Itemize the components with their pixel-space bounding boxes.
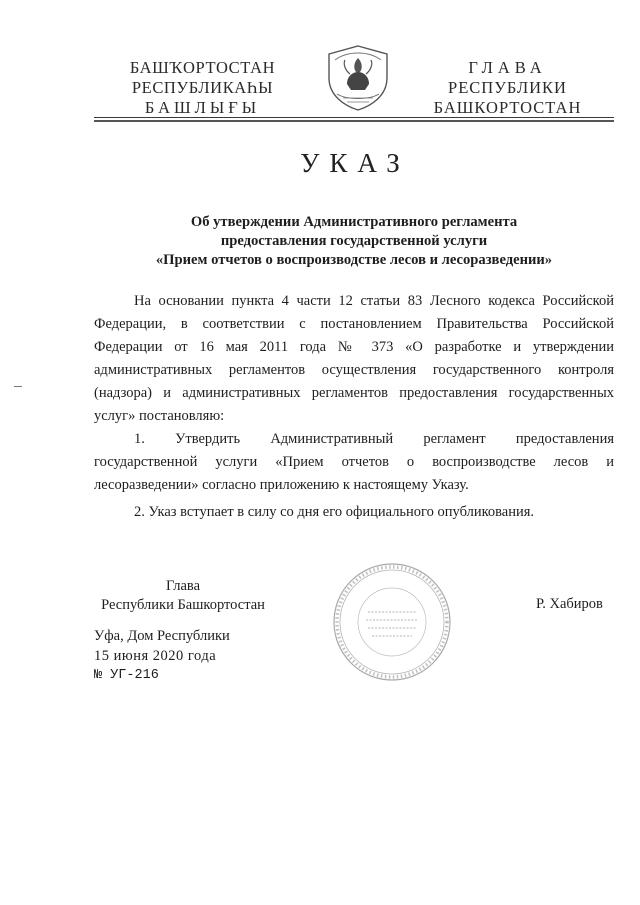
issue-date: 15 июня 2020 года	[94, 648, 217, 664]
document-title: УКАЗ	[300, 148, 410, 178]
header-rule-bottom	[94, 120, 614, 122]
document-number: № УГ-216	[94, 668, 159, 683]
signatory-name: Р. Хабиров	[536, 596, 603, 612]
signature-title-line-2: Республики Башкортостан	[101, 597, 265, 613]
header-right-line-1: ГЛАВА	[468, 58, 547, 77]
header-left-block	[115, 58, 290, 118]
body-paragraph-item-1: 1. Утвердить Административный регламент предоставления государственной услуги «Прием отчетов о воспроизводстве лесов и лесоразведении» согласно приложению к настоящему Указу.	[94, 431, 614, 493]
header-left-line-2: РЕСПУБЛИКАҺЫ	[131, 78, 274, 97]
body-paragraph-item-2: 2. Указ вступает в силу со дня его официального опубликования.	[134, 504, 535, 520]
subject-line-1: Об утверждении Административного регламента	[190, 214, 518, 230]
header-right-line-2: РЕСПУБЛИКИ	[448, 78, 567, 97]
signature-title-line-1: Глава	[165, 578, 201, 594]
signature-title	[94, 577, 272, 615]
coat-of-arms-emblem-icon	[323, 44, 393, 112]
header-left-line-3: БАШЛЫҒЫ	[144, 98, 261, 117]
document-subject	[94, 213, 614, 270]
header-rule-top	[94, 117, 614, 118]
header-right-block	[425, 58, 590, 118]
document-body	[94, 290, 614, 524]
subject-line-3: «Прием отчетов о воспроизводстве лесов и лесоразведении»	[155, 252, 553, 268]
header-left-line-1: БАШҠОРТОСТАН	[129, 58, 276, 77]
official-seal-stamp	[330, 560, 455, 685]
issue-place: Уфа, Дом Республики	[94, 628, 230, 644]
margin-mark	[14, 386, 22, 387]
header-right-line-3: БАШКОРТОСТАН	[433, 98, 582, 117]
body-paragraph-preamble: На основании пункта 4 части 12 статьи 83 Лесного кодекса Российской Федерации, в соответствии с постановлением Правительства Российской Федерации от 16 мая 2011 года № 373 «О разработке и утверждении административных регламентов осуществления государственного контроля (надзора) и административных регламентов предоставления государственных услуг» постановляю:	[94, 293, 614, 424]
subject-line-2: предоставления государственной услуги	[220, 233, 488, 249]
document-footer	[94, 626, 230, 686]
